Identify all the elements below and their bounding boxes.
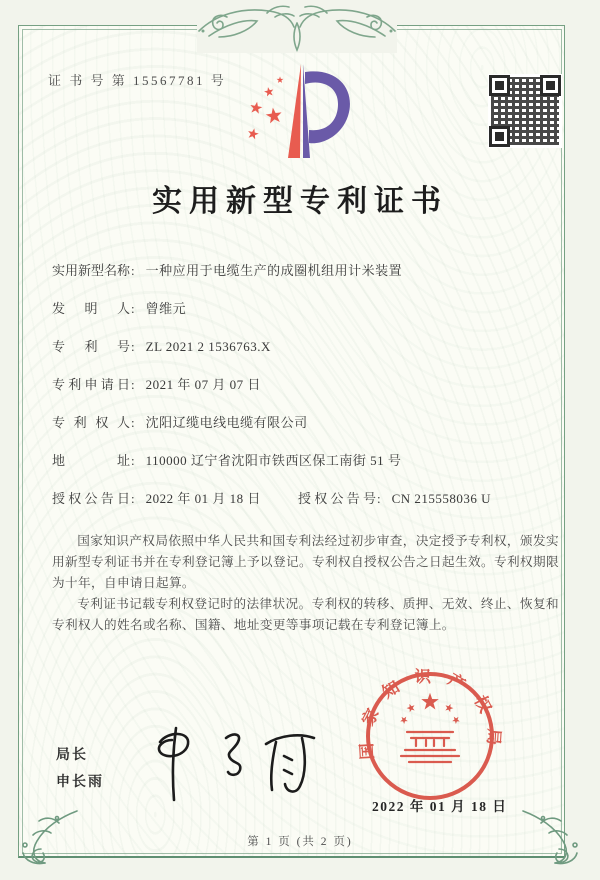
seal-ring-text: 国家知识产权局 (356, 667, 504, 761)
qr-code (488, 74, 562, 148)
grant-number-label: 授权公告号 (298, 491, 376, 506)
official-seal-icon (350, 660, 510, 810)
field-colon: : (131, 491, 135, 506)
field-label: 专利权人 (52, 415, 130, 430)
page-number: 第 1 页 (共 2 页) (247, 836, 353, 848)
field-colon: : (131, 301, 135, 316)
field-value: 2021 年 07 月 07 日 (145, 377, 261, 392)
officer-title: 局长 (56, 748, 88, 763)
field-colon: : (131, 415, 135, 430)
field-colon: : (131, 453, 135, 468)
field-value: 一种应用于电缆生产的成圈机组用计米装置 (145, 263, 403, 278)
qr-finder-icon (489, 75, 510, 96)
field-value: 110000 辽宁省沈阳市铁西区保工南街 51 号 (145, 453, 402, 468)
grant-number-value: CN 215558036 U (391, 491, 492, 506)
national-emblem-gate-icon (401, 732, 459, 762)
corner-flourish-icon (521, 809, 585, 867)
svg-text:国家知识产权局 (356, 667, 504, 760)
field-colon: : (131, 263, 135, 278)
cnipa-logo (233, 58, 368, 171)
field-label: 专利号 (52, 339, 130, 354)
field-row (52, 374, 558, 395)
national-emblem-icon (399, 693, 462, 725)
field-row (52, 336, 558, 357)
officer-block (56, 742, 104, 796)
seal-date: 2022 年 01 月 18 日 (372, 799, 508, 814)
field-list (52, 260, 558, 526)
grant-date-value: 2022 年 01 月 18 日 (145, 491, 261, 506)
certificate-title: 实用新型专利证书 (152, 185, 448, 218)
field-label: 实用新型名称 (52, 263, 131, 278)
grant-row (52, 488, 558, 509)
field-label: 地址 (52, 453, 130, 468)
field-value: 曾维元 (145, 301, 187, 316)
field-row (52, 260, 558, 281)
field-colon: : (131, 339, 135, 354)
legal-text (52, 531, 559, 636)
field-row (52, 450, 558, 471)
legal-paragraph: 国家知识产权局依照中华人民共和国专利法经过初步审查，决定授予专利权，颁发实用新型专利证书并在专利登记簿上予以登记。专利权自授权公告之日起生效。专利权期限为十年，自申请日起算。 (52, 534, 559, 590)
qr-finder-icon (489, 126, 510, 147)
flourish-icon (197, 1, 397, 53)
signature-icon (138, 720, 328, 808)
field-row (52, 298, 558, 319)
field-label: 发明人 (52, 301, 130, 316)
field-label: 专利申请日 (52, 377, 130, 392)
grant-date-label: 授权公告日 (52, 491, 130, 506)
grant-number-group (298, 488, 491, 509)
legal-paragraph: 专利证书记载专利权登记时的法律状况。专利权的转移、质押、无效、终止、恢复和专利权人的姓名或名称、国籍、地址变更等事项记载在专利登记簿上。 (52, 597, 559, 632)
officer-name: 申长雨 (56, 775, 104, 790)
field-colon: : (131, 377, 135, 392)
top-border-ornament (197, 1, 397, 53)
certificate-number: 证 书 号 第 15567781 号 (48, 73, 227, 88)
cnipa-logo-icon (233, 58, 368, 166)
field-colon: : (377, 491, 381, 506)
field-value: ZL 2021 2 1536763.X (145, 339, 271, 354)
corner-flourish-icon (15, 809, 79, 867)
field-row (52, 412, 558, 433)
field-value: 沈阳辽缆电线电缆有限公司 (145, 415, 308, 430)
qr-finder-icon (540, 75, 561, 96)
